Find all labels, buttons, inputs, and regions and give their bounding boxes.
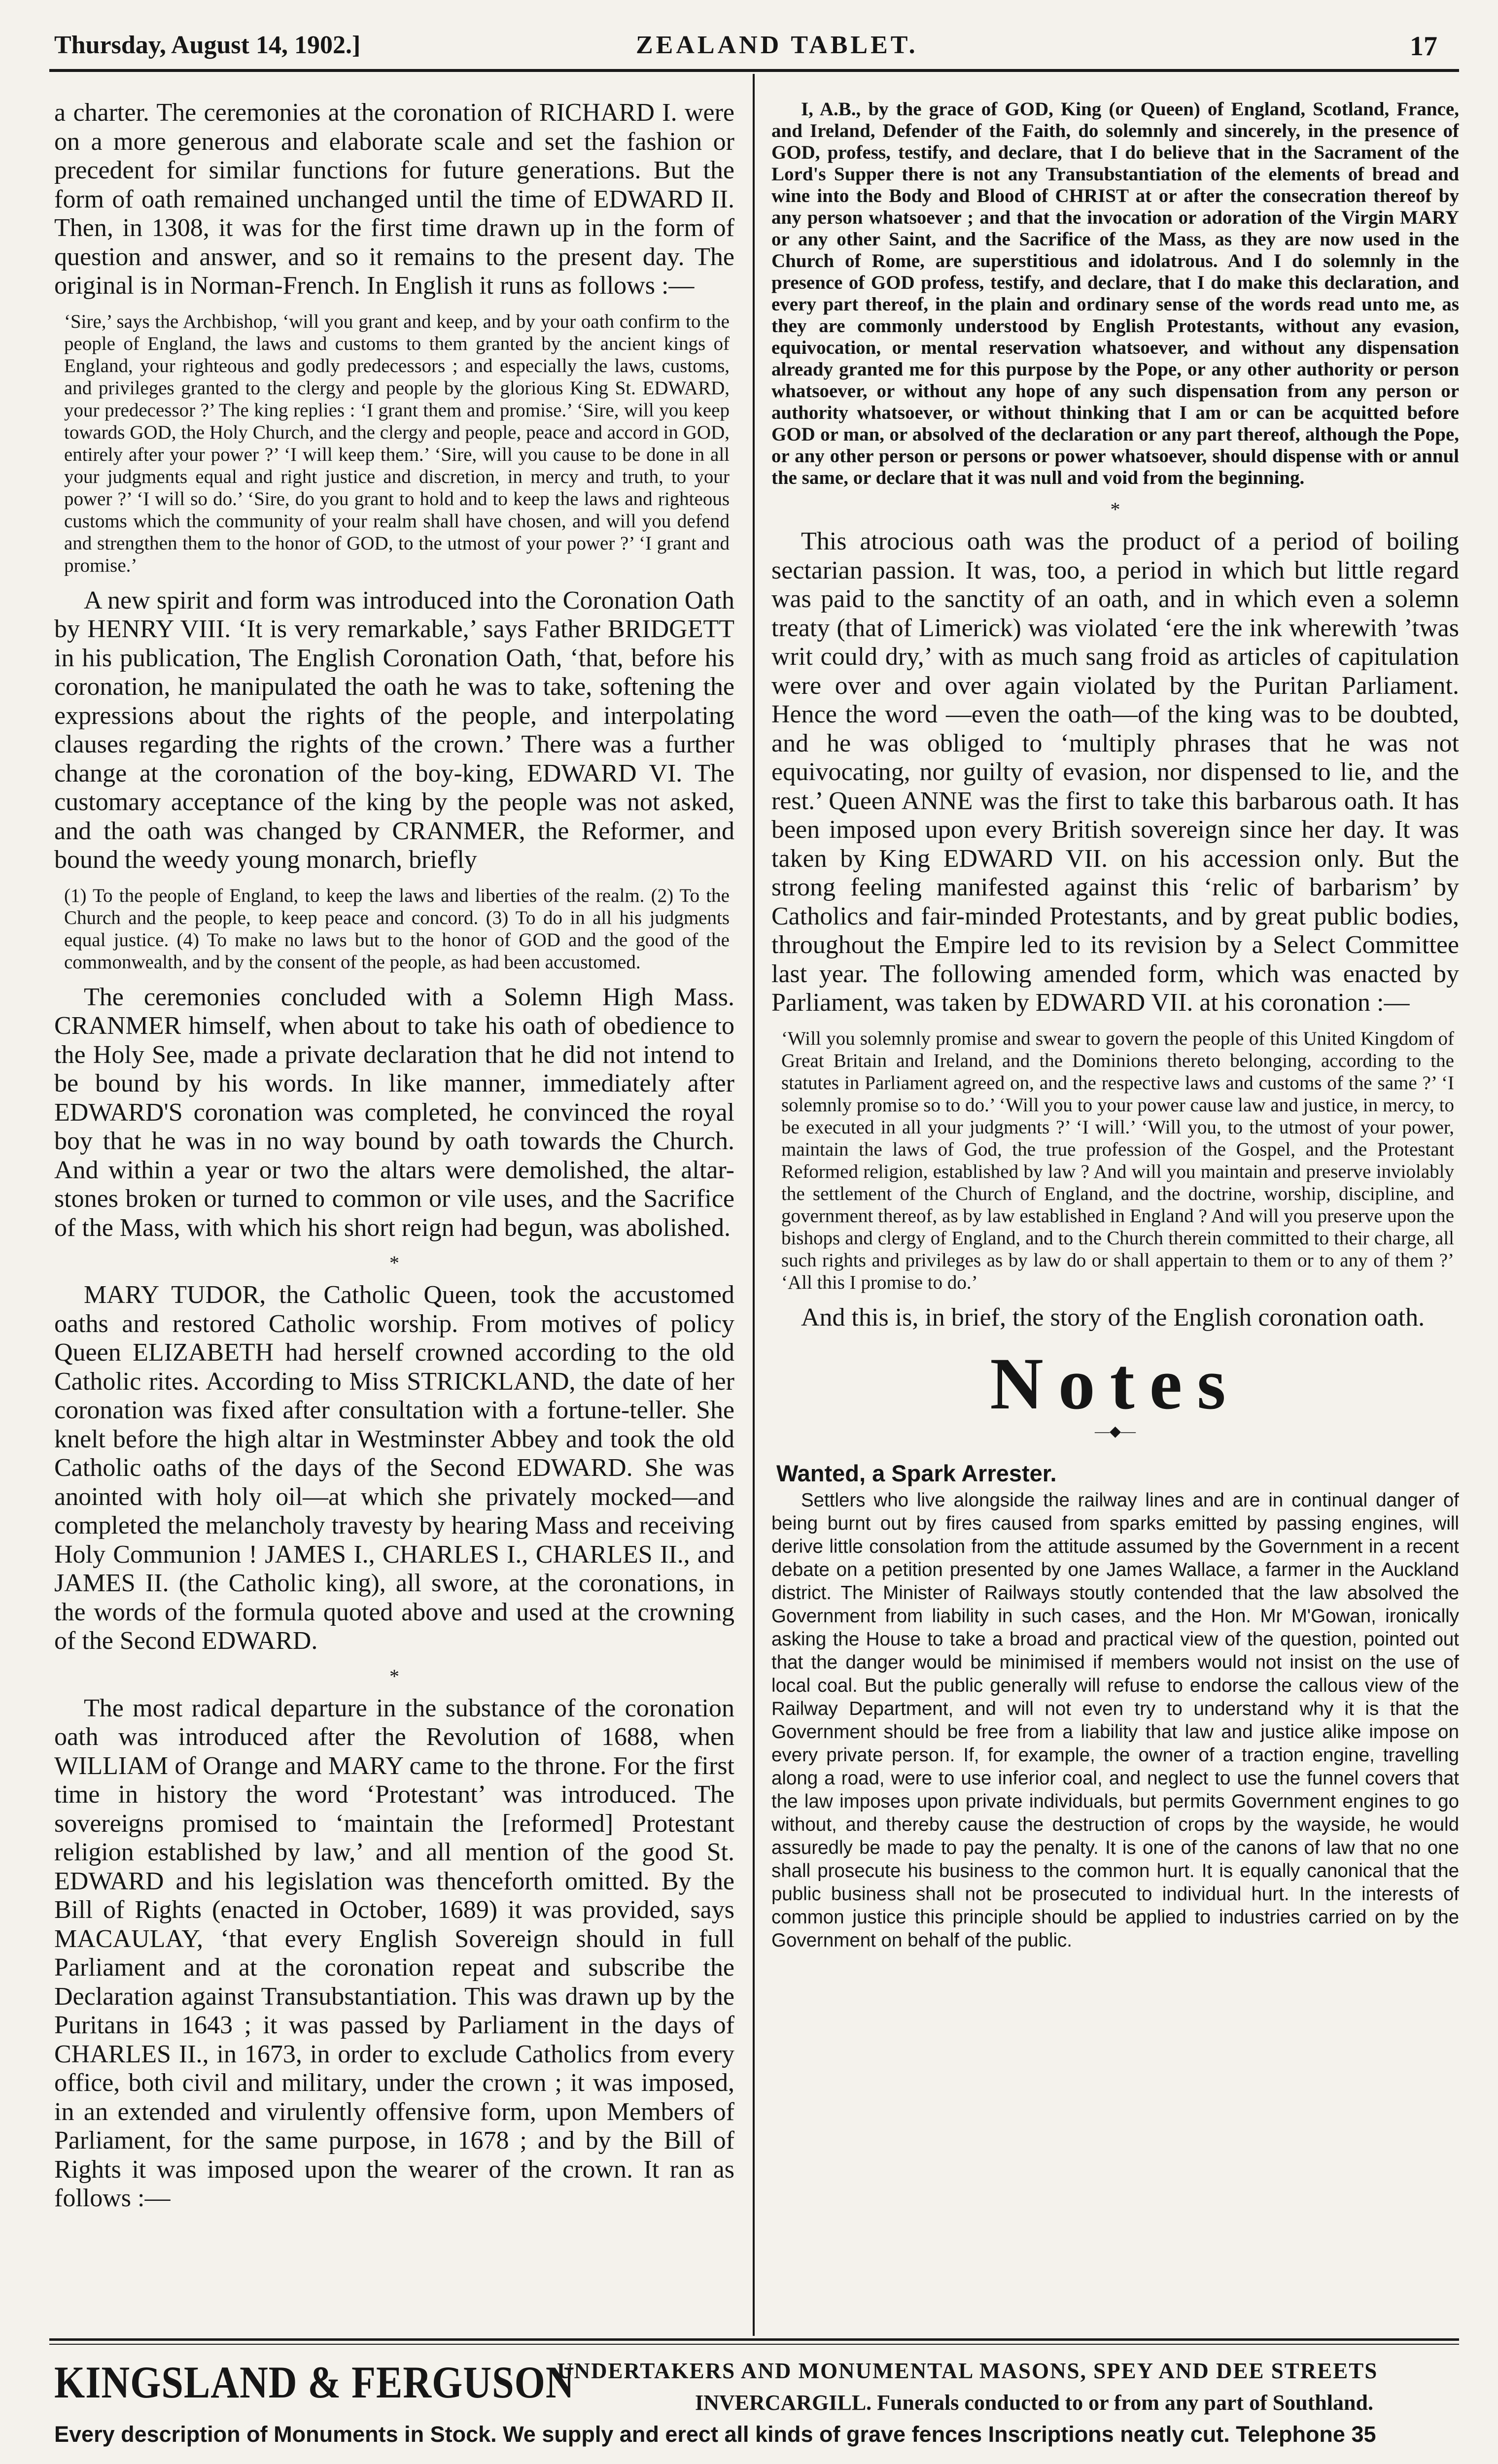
paragraph-mary-tudor: MARY TUDOR, the Catholic Queen, took the accustomed oaths and restored Catholic worship. From motives of policy Queen ELIZABETH had herself crowned according to the old Catholic rites. According to Miss STRICKLAND, the date of her coronation was fixed after consultation with a fortune-teller. She knelt before the high altar in Westminster Abbey and took the old Catholic oaths of the days of the Second EDWARD. She was anointed with holy oil—at which she privately mocked—and completed the melancholy travesty by hearing Mass and receiving Holy Communion ! JAMES I., CHARLES I., CHARLES II., and JAMES II. (the Catholic king), all swore, at the coronations, in the words of the formula quoted above and used at the crowning of the Second EDWARD. — [54, 1281, 734, 1655]
advertisement-line-3: Every description of Monuments in Stock. We supply and erect all kinds of grave fences Inscriptions neatly cut. Telephone 35 — [54, 2422, 1376, 2447]
paragraph-henry-viii: A new spirit and form was introduced into the Coronation Oath by HENRY VIII. ‘It is very remarkable,’ says Father BRIDGETT in his publication, The English Coronation Oath, ‘that, before his coronation, he manipulated the oath he was to take, softening the expressions about the rights of the people, and interpolating clauses regarding the rights of the crown.’ There was a further change at the coronation of the boy-king, EDWARD VI. The customary acceptance of the king by the people was not asked, and the oath was changed by CRANMER, the Reformer, and bound the weedy young monarch, briefly — [54, 586, 734, 874]
left-column — [54, 99, 734, 2336]
quote-cranmer-oath: (1) To the people of England, to keep the laws and liberties of the realm. (2) To the Church and the people, to keep peace and concord. (3) To do in all his judgments equal justice. (4) To make no laws but to the honor of GOD and the good of the commonwealth, and by the consent of the people, as had been accustomed. — [64, 885, 730, 973]
page-number: 17 — [1410, 31, 1437, 62]
quote-archbishop-oath: ‘Sire,’ says the Archbishop, ‘will you grant and keep, and by your oath confirm to the people of England, the laws and customs to them granted by the ancient kings of England, your righteous and godly predecessors ; and especially the laws, customs, and privileges granted to the clergy and people by the glorious King St. EDWARD, your predecessor ?’ The king replies : ‘I grant them and promise.’ ‘Sire, will you keep towards GOD, the Holy Church, and the clergy and people, peace and accord in GOD, entirely after your power ?’ ‘I will keep them.’ ‘Sire, will you cause to be done in all your judgments equal and right justice and discretion, in mercy and truth, to your power ?’ ‘I will so do.’ ‘Sire, do you grant to hold and to keep the laws and righteous customs which the community of your realm shall have chosen, and will you defend and strengthen them to the honor of GOD, to the utmost of your power ?’ ‘I grant and promise.’ — [64, 310, 730, 576]
notes-spark-arrester-text: Settlers who live alongside the railway lines and are in continual danger of being burnt out by fires caused from sparks emitted by passing engines, will derive little consolation from the attitude assumed by the Government in a recent debate on a petition presented by one James Wallace, a farmer in the Auckland district. The Minister of Railways stoutly contended that the law absolved the Government from liability in such cases, and the Hon. Mr M'Gowan, ironically asking the House to take a broad and practical view of the question, pointed out that the danger would be minimised if members would not insist on the use of local coal. But the public generally will refuse to endorse the callous view of the Railway Department, and will not even try to understand why it is that the Government should be free from a liability that law and justice alike impose on every private person. If, for example, the owner of a traction engine, travelling along a road, were to use inferior coal, and neglect to use the funnel covers that the law imposes upon private individuals, but permits Government engines to go without, and thereby cause the destruction of crops by the wayside, he would assuredly be made to pay the penalty. It is one of the canons of law that no one shall prosecute his business to the common hurt. It is equally canonical that the public business shall not be prosecuted to individual hurt. In the interests of common justice this principle should be applied to industries carried on by the Government on behalf of the public. — [771, 1490, 1459, 1951]
paragraph-conclusion: And this is, in brief, the story of the English coronation oath. — [801, 1303, 1425, 1332]
right-column — [771, 99, 1459, 2336]
footer-rule — [49, 2338, 1459, 2341]
advertisement-line-2: INVERCARGILL. Funerals conducted to or from any part of Southland. — [695, 2391, 1373, 2415]
header-rule — [49, 69, 1459, 72]
section-separator: * — [389, 1665, 399, 1687]
section-separator: * — [389, 1252, 399, 1274]
notes-heading: Notes — [990, 1343, 1241, 1425]
section-separator: * — [1110, 498, 1120, 520]
column-divider — [753, 74, 755, 2336]
footer-rule-thin — [49, 2344, 1459, 2345]
paragraph-revolution-1688: The most radical departure in the substance of the coronation oath was introduced after the Revolution of 1688, when WILLIAM of Orange and MARY came to the throne. For the first time in history the word ‘Protestant’ was introduced. The sovereigns promised to ‘maintain the [reformed] Protestant religion established by law,’ and all mention of the good St. EDWARD and his legislation was thenceforth omitted. By the Bill of Rights (enacted in October, 1689) it was provided, says MACAULAY, ‘that every English Sovereign should in full Parliament and at the coronation repeat and subscribe the Declaration against Transubstantiation. This was drawn up by the Puritans in 1643 ; it was passed by Parliament in the days of CHARLES II., in 1673, in order to exclude Catholics from every office, both civil and military, under the crown ; it was imposed, in an extended and virulently offensive form, upon Members of Parliament, for the same purpose, in 1678 ; and by the Bill of Rights it was imposed upon the wearer of the crown. It ran as follows :— — [54, 1694, 734, 2212]
advertisement-line-1: UNDERTAKERS AND MONUMENTAL MASONS, SPEY AND DEE STREETS — [557, 2359, 1378, 2383]
advertiser-brand: KINGSLAND & FERGUSON — [54, 2358, 575, 2408]
issue-date: Thursday, August 14, 1902.] — [54, 31, 361, 59]
quote-amended-oath: ‘Will you solemnly promise and swear to govern the people of this United Kingdom of Great Britain and Ireland, and the Dominions thereto belonging, according to the statutes in Parliament agreed on, and the respective laws and customs of the same ?’ ‘I solemnly promise so to do.’ ‘Will you to your power cause law and justice, in mercy, to be executed in all your judgments ?’ ‘I will.’ ‘Will you, to the utmost of your power, maintain the laws of God, the true profession of the Gospel, and the Protestant Reformed religion, established by law ? And will you maintain and preserve inviolably the settlement of the Church of England, and the doctrine, worship, discipline, and government thereof, as by law established in England ? And will you preserve upon the bishops and clergy of England, and to the Church therein committed to their charge, all such rights and privileges as by law do or shall appertain to them or to any of them ?’ ‘All this I promise to do.’ — [781, 1027, 1454, 1293]
paragraph-coronation-richard: a charter. The ceremonies at the coronation of RICHARD I. were on a more generous and elaborate scale and set the fashion or precedent for similar functions for future generations. But the form of oath remained unchanged until the time of EDWARD II. Then, in 1308, it was for the first time drawn up in the form of question and answer, and so it remains to the present day. The original is in Norman-French. In English it runs as follows :— — [54, 99, 734, 300]
masthead-title: ZEALAND TABLET. — [636, 31, 918, 59]
notes-subheading: Wanted, a Spark Arrester. — [776, 1460, 1057, 1486]
paragraph-atrocious-oath: This atrocious oath was the product of a period of boiling sectarian passion. It was, too, a period in which but little regard was paid to the sanctity of an oath, and in which even a solemn treaty (that of Limerick) was violated ‘ere the ink wherewith ’twas writ could dry,’ with as much sang froid as articles of capitulation were over and over again violated by the Puritan Parliament. Hence the word —even the oath—of the king was to be doubted, and he was obliged to ‘multiply phrases that he was not equivocating, nor guilty of evasion, nor dispensed to lie, and the rest.’ Queen ANNE was the first to take this barbarous oath. It has been imposed upon every British sovereign since her day. It was taken by King EDWARD VII. on his accession only. But the strong feeling manifested against this ‘relic of barbarism’ by Catholics and fair-minded Protestants, and by great public bodies, throughout the Empire led to its revision by a Select Committee last year. The following amended form, which was enacted by Parliament, was taken by EDWARD VII. at his coronation :— — [771, 527, 1459, 1017]
paragraph-solemn-mass: The ceremonies concluded with a Solemn High Mass. CRANMER himself, when about to take his oath of obedience to the Holy See, made a private declaration that he did not intend to be bound by his words. In like manner, immediately after EDWARD'S coronation was completed, he convinced the royal boy that he was in no way bound by oath towards the Church. And within a year or two the altars were demolished, the altar-stones broken or turned to common or vile uses, and the Sacrifice of the Mass, with which his short reign had begun, was abolished. — [54, 983, 734, 1242]
declaration-text: I, A.B., by the grace of GOD, King (or Queen) of England, Scotland, France, and Ireland, Defender of the Faith, do solemnly and sincerely, in the presence of GOD, profess, testify, and declare, that I do believe that in the Sacrament of the Lord's Supper there is not any Transubstantiation of the elements of bread and wine into the Body and Blood of CHRIST at or after the consecration thereof by any person whatsoever ; and that the invocation or adoration of the Virgin MARY or any other Saint, and the Sacrifice of the Mass, as they are now used in the Church of Rome, are superstitious and idolatrous. And I do solemnly in the presence of GOD profess, testify, and declare, that I do make this declaration, and every part thereof, in the plain and ordinary sense of the words read unto me, as they are commonly understood by English Protestants, without any evasion, equivocation, or mental reservation whatsoever, and without any dispensation already granted me for this purpose by the Pope, or any other authority or person whatsoever, or without any hope of any such dispensation from any person or authority whatsoever, or without thinking that I am or can be acquitted before GOD or man, or absolved of the declaration or any part thereof, although the Pope, or any other person or persons or power whatsoever, should dispense with or annul the same, or declare that it was null and void from the beginning. — [771, 99, 1459, 488]
notes-ornament: —◆— — [1094, 1423, 1136, 1439]
